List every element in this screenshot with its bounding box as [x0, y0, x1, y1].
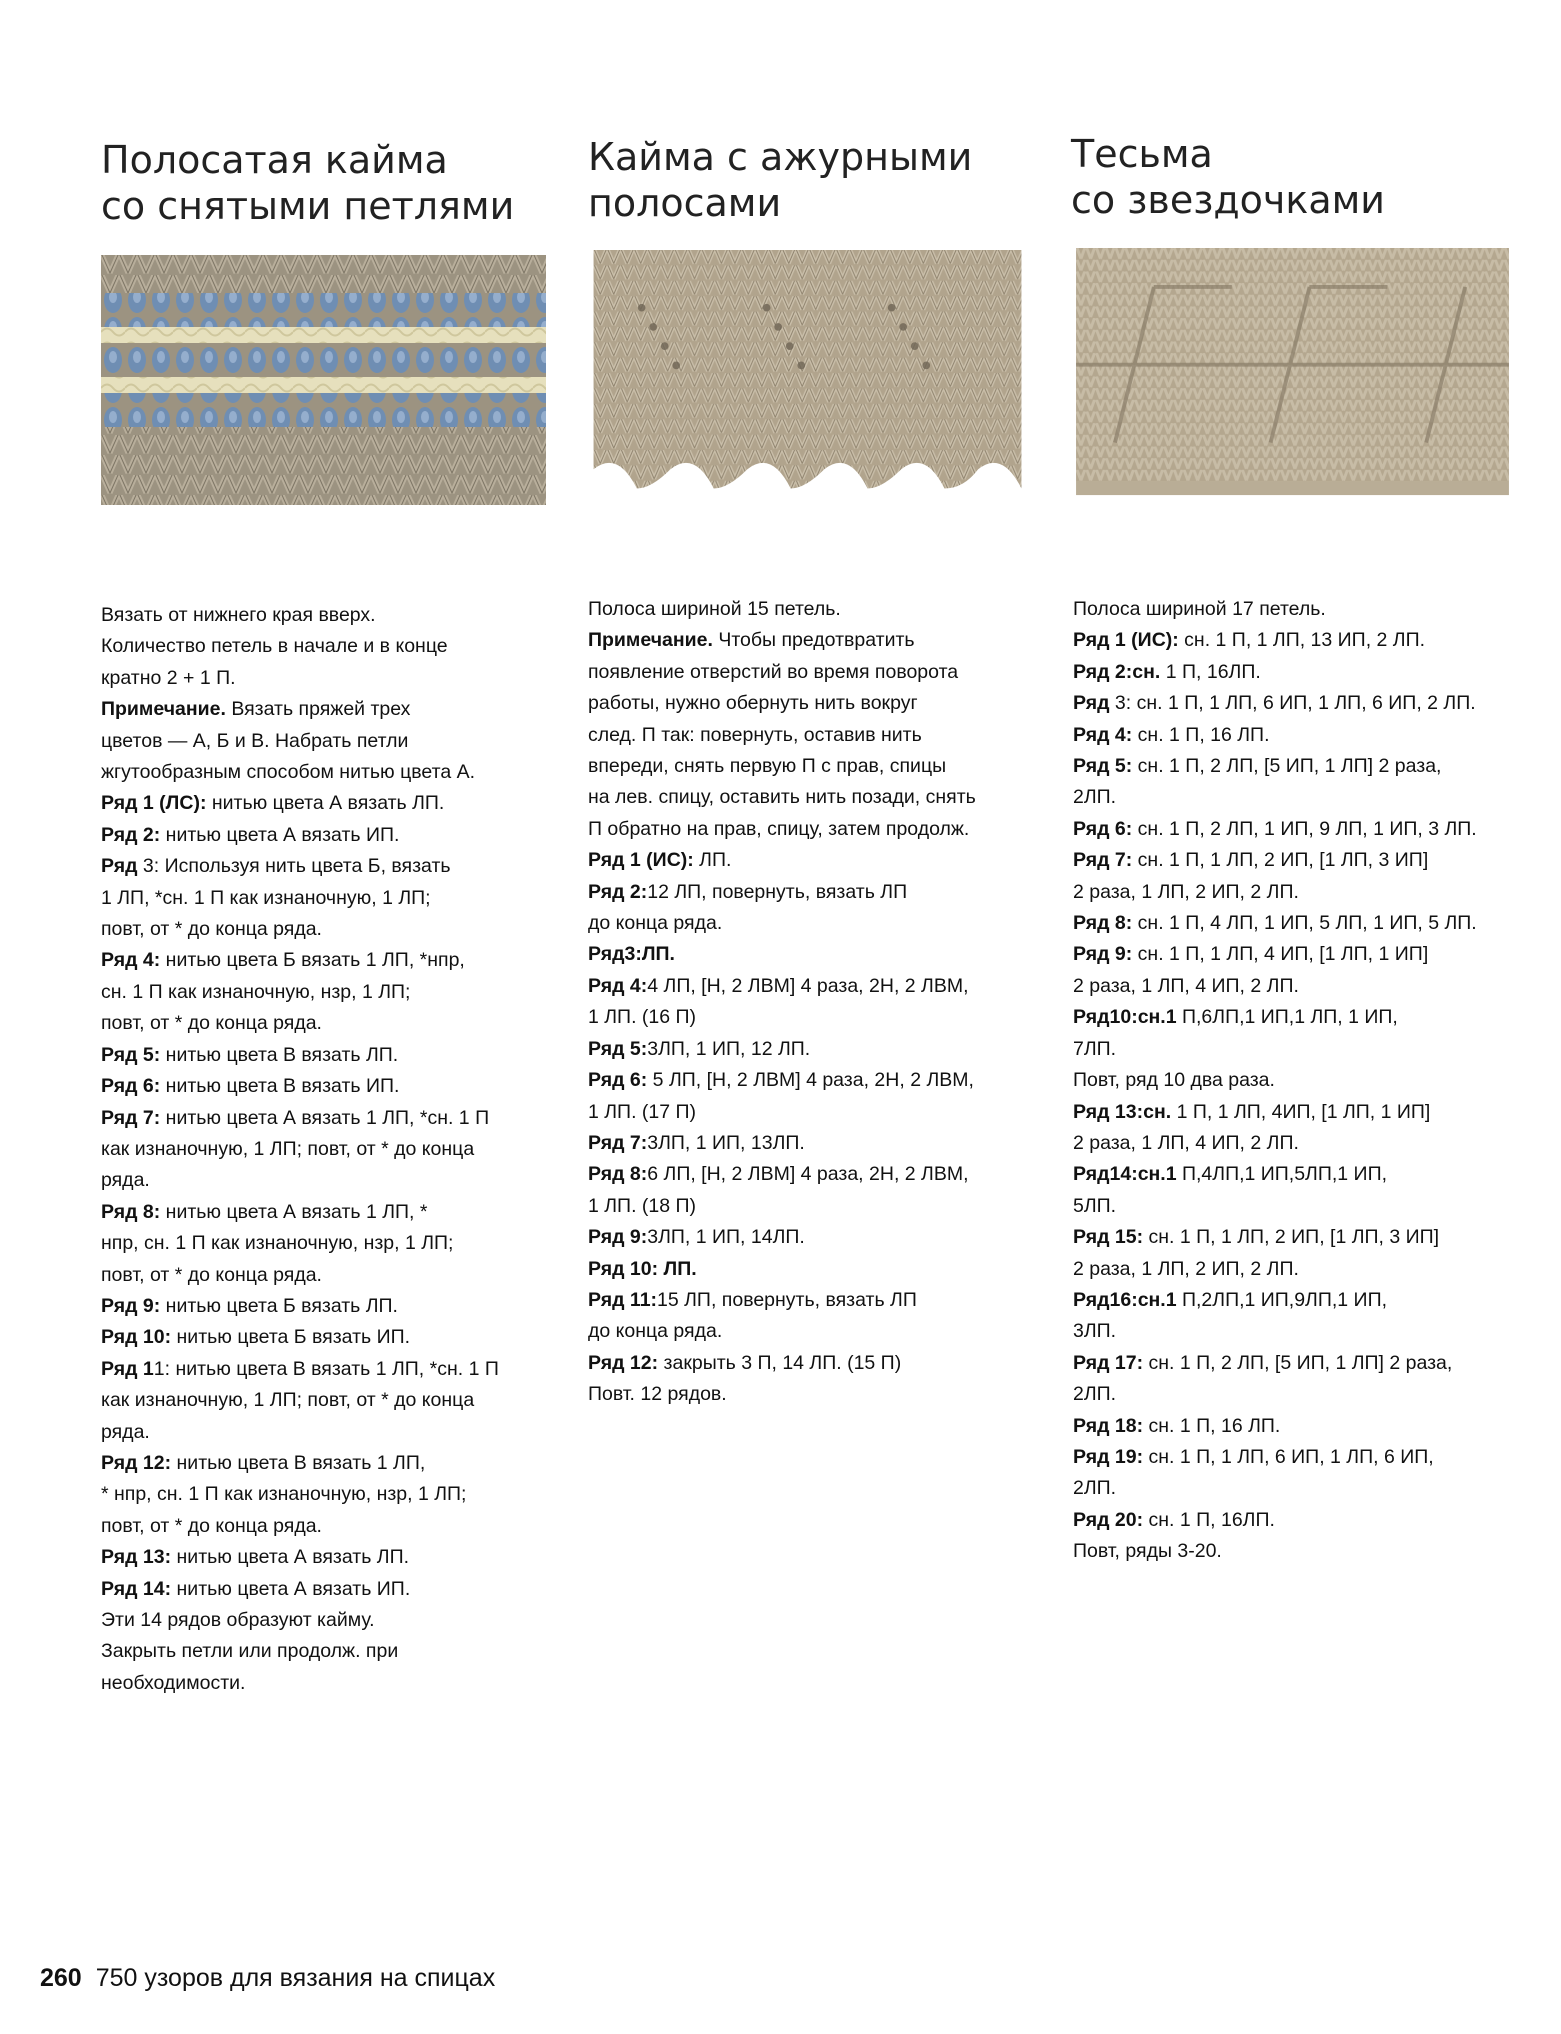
row-label: Ряд 5:	[101, 1043, 161, 1066]
instruction-text: П обратно на прав, спицу, затем продолж.	[588, 817, 970, 840]
instruction-text: необходимости.	[101, 1671, 246, 1694]
instruction-line	[1073, 1222, 1553, 1253]
instruction-line	[588, 939, 1048, 970]
row-label: Ряд 19:	[1073, 1445, 1144, 1468]
title-line: Полосатая кайма	[101, 138, 448, 182]
instruction-text: сн. 1 П, 1 ЛП, 6 ИП, 1 ЛП, 6 ИП,	[1143, 1445, 1434, 1468]
instruction-text: кратно 2 + 1 П.	[101, 666, 236, 689]
instruction-line	[101, 663, 561, 694]
instruction-line	[1073, 1065, 1553, 1096]
instruction-text: 1 ЛП. (16 П)	[588, 1006, 697, 1029]
instruction-line	[1073, 939, 1553, 970]
instruction-text: повт, от * до конца ряда.	[101, 918, 322, 941]
instruction-text: 5 ЛП, [Н, 2 ЛВМ] 4 раза, 2Н, 2 ЛВМ,	[647, 1069, 974, 1092]
instruction-line	[101, 631, 561, 662]
row-label: Ряд 8:	[588, 1163, 648, 1186]
instruction-text: впереди, снять первую П с прав, спицы	[588, 755, 947, 778]
pattern-title-1	[101, 137, 514, 229]
instruction-line	[1073, 1285, 1553, 1316]
instruction-line	[588, 1379, 1048, 1410]
instruction-text: на лев. спицу, оставить нить позади, снять	[588, 786, 976, 809]
instruction-line	[1073, 1128, 1553, 1159]
instruction-line	[101, 1479, 561, 1510]
instruction-text: нитью цвета А вязать ИП.	[160, 823, 400, 846]
instruction-line	[1073, 1316, 1553, 1347]
instruction-text: нитью цвета Б вязать ЛП.	[160, 1294, 398, 1317]
instruction-text: нитью цвета А вязать ИП.	[171, 1577, 411, 1600]
instruction-text: нитью цвета А вязать ЛП.	[171, 1546, 410, 1569]
instruction-text: 3ЛП, 1 ИП, 12 ЛП.	[647, 1037, 811, 1060]
instruction-text: 2 раза, 1 ЛП, 2 ИП, 2 ЛП.	[1073, 1257, 1299, 1280]
title-line: полосами	[588, 181, 782, 225]
instruction-text: 15 ЛП, повернуть, вязать ЛП	[657, 1288, 917, 1311]
row-label: Ряд 6:	[101, 1075, 161, 1098]
instruction-line	[588, 1065, 1048, 1096]
instruction-line	[588, 1254, 1048, 1285]
instruction-line	[101, 1605, 561, 1636]
row-label: Ряд 1 (ИС):	[588, 849, 694, 872]
instruction-line	[1073, 845, 1553, 876]
instruction-line	[588, 1191, 1048, 1222]
title-line: со звездочками	[1071, 178, 1385, 222]
instruction-text: 1 ЛП. (17 П)	[588, 1100, 697, 1123]
instruction-text: до конца ряда.	[588, 1320, 723, 1343]
instruction-line	[1073, 1379, 1553, 1410]
row-label: Ряд 18:	[1073, 1414, 1144, 1437]
instruction-lines	[588, 594, 1048, 1411]
instruction-text: 2 раза, 1 ЛП, 4 ИП, 2 ЛП.	[1073, 1131, 1299, 1154]
instruction-line	[101, 1322, 561, 1353]
row-label: Ряд16:сн.1	[1073, 1288, 1177, 1311]
instruction-line	[588, 1128, 1048, 1159]
instruction-line	[1073, 751, 1553, 782]
row-label: Ряд	[101, 855, 138, 878]
instruction-line	[1073, 1034, 1553, 1065]
row-label: Ряд 7:	[588, 1131, 648, 1154]
instruction-line	[101, 1448, 561, 1479]
instruction-line	[588, 751, 1048, 782]
instruction-text: Повт, ряд 10 два раза.	[1073, 1069, 1275, 1092]
instruction-line	[1073, 908, 1553, 939]
instruction-line	[1073, 814, 1553, 845]
instruction-line	[588, 1002, 1048, 1033]
instruction-text: 3: Используя нить цвета Б, вязать	[137, 855, 451, 878]
row-label: Ряд 7:	[1073, 849, 1133, 872]
instruction-text: сн. 1 П, 2 ЛП, [5 ИП, 1 ЛП] 2 раза,	[1143, 1351, 1453, 1374]
instruction-line	[101, 1354, 561, 1385]
row-label: Ряд 10:	[101, 1326, 172, 1349]
instruction-text: нитью цвета Б вязать 1 ЛП, *нпр,	[160, 949, 465, 972]
row-label: Ряд 9:	[1073, 943, 1133, 966]
instruction-line	[1073, 1473, 1553, 1504]
row-label: Ряд3:ЛП.	[588, 943, 675, 966]
instruction-line	[1073, 720, 1553, 751]
row-label: Ряд 5:	[1073, 755, 1133, 778]
instruction-text: ЛП.	[693, 849, 732, 872]
instruction-line	[101, 1574, 561, 1605]
instruction-text: повт, от * до конца ряда.	[101, 1263, 322, 1286]
instruction-line	[101, 726, 561, 757]
instruction-line	[101, 1134, 561, 1165]
row-label: Ряд 10: ЛП.	[588, 1257, 697, 1280]
instruction-text: повт, от * до конца ряда.	[101, 1514, 322, 1537]
instruction-line	[588, 845, 1048, 876]
title-line: Кайма с ажурными	[588, 135, 973, 179]
instruction-line	[1073, 971, 1553, 1002]
lace-stripe-swatch	[585, 250, 1030, 500]
instruction-line	[101, 1636, 561, 1667]
row-label: Ряд 4:	[1073, 723, 1133, 746]
instruction-text: как изнаночную, 1 ЛП; повт, от * до конца	[101, 1389, 475, 1412]
instruction-line	[588, 782, 1048, 813]
row-label: Ряд10:сн.1	[1073, 1006, 1177, 1029]
instruction-text: как изнаночную, 1 ЛП; повт, от * до конца	[101, 1137, 475, 1160]
instruction-text: 5ЛП.	[1073, 1194, 1117, 1217]
page-footer	[40, 1964, 495, 1993]
instruction-line	[101, 977, 561, 1008]
instruction-line	[101, 1040, 561, 1071]
pattern-instructions-1	[101, 600, 561, 1699]
pattern-title-2	[588, 134, 972, 226]
instruction-text: 1 ЛП. (18 П)	[588, 1194, 697, 1217]
instruction-text: * нпр, сн. 1 П как изнаночную, нзр, 1 ЛП;	[101, 1483, 467, 1506]
pattern-instructions-2	[588, 594, 1048, 1411]
instruction-line	[588, 625, 1048, 656]
instruction-line	[588, 657, 1048, 688]
instruction-line	[588, 594, 1048, 625]
instruction-line	[588, 1316, 1048, 1347]
row-label: Ряд 12:	[588, 1351, 659, 1374]
instruction-line	[101, 914, 561, 945]
row-label: Ряд 17:	[1073, 1351, 1144, 1374]
instruction-text: 7ЛП.	[1073, 1037, 1117, 1060]
instruction-line	[1073, 1536, 1553, 1567]
instruction-line	[588, 1348, 1048, 1379]
instruction-text: Вязать от нижнего края вверх.	[101, 604, 376, 626]
instruction-line	[101, 1542, 561, 1573]
instruction-text: нитью цвета В вязать ИП.	[160, 1075, 400, 1098]
row-label: Ряд 2:сн.	[1073, 660, 1161, 683]
instruction-text: 3ЛП, 1 ИП, 14ЛП.	[647, 1226, 805, 1249]
instruction-line	[588, 908, 1048, 939]
instruction-line	[101, 1417, 561, 1448]
instruction-text: нитью цвета А вязать 1 ЛП, *сн. 1 П	[160, 1106, 490, 1129]
instruction-text: нитью цвета В вязать ЛП.	[160, 1043, 399, 1066]
instruction-line	[101, 1165, 561, 1196]
row-label: Ряд 14:	[101, 1577, 172, 1600]
instruction-text: Повт, ряды 3-20.	[1073, 1540, 1222, 1563]
instruction-text: нитью цвета Б вязать ИП.	[171, 1326, 411, 1349]
instruction-text: жгутообразным способом нитью цвета А.	[101, 761, 476, 784]
instruction-text: 2 раза, 1 ЛП, 2 ИП, 2 ЛП.	[1073, 880, 1299, 903]
instruction-text: П,6ЛП,1 ИП,1 ЛП, 1 ИП,	[1176, 1006, 1398, 1029]
row-label: Ряд 7:	[101, 1106, 161, 1129]
instruction-text: 4 ЛП, [Н, 2 ЛВМ] 4 раза, 2Н, 2 ЛВМ,	[647, 974, 969, 997]
instruction-line	[588, 688, 1048, 719]
instruction-line	[101, 851, 561, 882]
instruction-text: Полоса шириной 15 петель.	[588, 598, 841, 620]
instruction-line	[101, 820, 561, 851]
instruction-text: Эти 14 рядов образуют кайму.	[101, 1609, 375, 1631]
row-label: Ряд 1 (ИС):	[1073, 629, 1179, 652]
instruction-text: нитью цвета А вязать ЛП.	[206, 792, 445, 815]
instruction-text: 2ЛП.	[1073, 1477, 1117, 1500]
instruction-line	[101, 1668, 561, 1699]
instruction-text: сн. 1 П как изнаночную, нзр, 1 ЛП;	[101, 980, 411, 1003]
instruction-text: Чтобы предотвратить	[712, 629, 915, 652]
instruction-text: цветов — А, Б и В. Набрать петли	[101, 729, 409, 752]
instruction-text: след. П так: повернуть, оставив нить	[588, 723, 922, 746]
instruction-text: Вязать пряжей трех	[225, 698, 411, 721]
instruction-line	[1073, 782, 1553, 813]
instruction-line	[1073, 1505, 1553, 1536]
instruction-text: Полоса шириной 17 петель.	[1073, 598, 1326, 620]
instruction-line	[101, 694, 561, 725]
instruction-line	[101, 1103, 561, 1134]
instruction-text: сн. 1 П, 16 ЛП.	[1132, 723, 1270, 746]
instruction-line	[1073, 1254, 1553, 1285]
instruction-line	[1073, 625, 1553, 656]
instruction-text: сн. 1 П, 1 ЛП, 2 ИП, [1 ЛП, 3 ИП]	[1132, 849, 1429, 872]
instruction-line	[101, 1385, 561, 1416]
instruction-line	[1073, 877, 1553, 908]
instruction-text: 3ЛП.	[1073, 1320, 1117, 1343]
instruction-text: 3: сн. 1 П, 1 ЛП, 6 ИП, 1 ЛП, 6 ИП, 2 ЛП.	[1109, 692, 1476, 715]
row-label: Ряд 8:	[1073, 912, 1133, 935]
instruction-line	[1073, 1159, 1553, 1190]
instruction-line	[588, 1159, 1048, 1190]
instruction-lines	[101, 600, 561, 1699]
instruction-text: 1 П, 16ЛП.	[1160, 660, 1261, 683]
instruction-text: сн. 1 П, 4 ЛП, 1 ИП, 5 ЛП, 1 ИП, 5 ЛП.	[1132, 912, 1477, 935]
row-label: Ряд 15:	[1073, 1226, 1144, 1249]
instruction-line	[101, 788, 561, 819]
instruction-text: нпр, сн. 1 П как изнаночную, нзр, 1 ЛП;	[101, 1232, 454, 1255]
title-line: со снятыми петлями	[101, 184, 515, 228]
instruction-line	[101, 945, 561, 976]
instruction-lines	[1073, 594, 1553, 1568]
instruction-line	[101, 1511, 561, 1542]
instruction-text: 6 ЛП, [Н, 2 ЛВМ] 4 раза, 2Н, 2 ЛВМ,	[647, 1163, 969, 1186]
row-label: Ряд 13:	[101, 1546, 172, 1569]
instruction-text: повт, от * до конца ряда.	[101, 1012, 322, 1035]
instruction-line	[1073, 1097, 1553, 1128]
row-label: Ряд 1	[101, 1357, 154, 1380]
row-label: Ряд 9:	[588, 1226, 648, 1249]
instruction-text: нитью цвета В вязать 1 ЛП,	[171, 1451, 426, 1474]
instruction-text: сн. 1 П, 16ЛП.	[1143, 1508, 1275, 1531]
instruction-text: 2ЛП.	[1073, 1383, 1117, 1406]
row-label: Ряд	[1073, 692, 1110, 715]
instruction-line	[588, 1097, 1048, 1128]
instruction-text: 3ЛП, 1 ИП, 13ЛП.	[647, 1131, 805, 1154]
instruction-text: 2 раза, 1 ЛП, 4 ИП, 2 ЛП.	[1073, 974, 1299, 997]
instruction-text: сн. 1 П, 1 ЛП, 4 ИП, [1 ЛП, 1 ИП]	[1132, 943, 1429, 966]
striped-slipped-stitch-swatch	[101, 255, 546, 505]
instruction-text: 1: нитью цвета В вязать 1 ЛП, *сн. 1 П	[153, 1357, 499, 1380]
row-label: Ряд 5:	[588, 1037, 648, 1060]
pattern-title-3	[1071, 131, 1385, 223]
instruction-text: сн. 1 П, 16 ЛП.	[1143, 1414, 1281, 1437]
row-label: Ряд 2:	[101, 823, 161, 846]
instruction-text: закрыть 3 П, 14 ЛП. (15 П)	[658, 1351, 902, 1374]
instruction-text: сн. 1 П, 2 ЛП, [5 ИП, 1 ЛП] 2 раза,	[1132, 755, 1442, 778]
instruction-line	[588, 971, 1048, 1002]
instruction-line	[101, 600, 561, 631]
instruction-text: П,4ЛП,1 ИП,5ЛП,1 ИП,	[1176, 1163, 1388, 1186]
instruction-text: сн. 1 П, 1 ЛП, 2 ИП, [1 ЛП, 3 ИП]	[1143, 1226, 1440, 1249]
instruction-line	[1073, 594, 1553, 625]
instruction-text: появление отверстий во время поворота	[588, 660, 959, 683]
row-label: Примечание.	[588, 629, 713, 652]
instruction-line	[1073, 1411, 1553, 1442]
instruction-line	[101, 1291, 561, 1322]
instruction-line	[1073, 657, 1553, 688]
instruction-line	[1073, 1191, 1553, 1222]
instruction-line	[588, 1285, 1048, 1316]
instruction-text: 1 П, 1 ЛП, 4ИП, [1 ЛП, 1 ИП]	[1171, 1100, 1431, 1123]
instruction-line	[101, 757, 561, 788]
instruction-line	[1073, 1348, 1553, 1379]
instruction-text: до конца ряда.	[588, 912, 723, 935]
row-label: Ряд 8:	[101, 1200, 161, 1223]
instruction-line	[101, 883, 561, 914]
row-label: Ряд14:сн.1	[1073, 1163, 1177, 1186]
instruction-line	[588, 877, 1048, 908]
instruction-text: ряда.	[101, 1420, 150, 1443]
instruction-line	[1073, 1442, 1553, 1473]
instruction-text: 1 ЛП, *сн. 1 П как изнаночную, 1 ЛП;	[101, 886, 431, 909]
instruction-line	[588, 720, 1048, 751]
instruction-text: Закрыть петли или продолж. при	[101, 1640, 399, 1663]
book-title: 750 узоров для вязания на спицах	[95, 1964, 496, 1992]
instruction-line	[101, 1260, 561, 1291]
row-label: Ряд 2:	[588, 880, 648, 903]
instruction-text: Повт. 12 рядов.	[588, 1383, 727, 1406]
instruction-line	[101, 1197, 561, 1228]
instruction-text: сн. 1 П, 1 ЛП, 13 ИП, 2 ЛП.	[1178, 629, 1426, 652]
instruction-text: 12 ЛП, повернуть, вязать ЛП	[647, 880, 908, 903]
instruction-line	[101, 1228, 561, 1259]
row-label: Ряд 9:	[101, 1294, 161, 1317]
instruction-text: сн. 1 П, 2 ЛП, 1 ИП, 9 ЛП, 1 ИП, 3 ЛП.	[1132, 817, 1477, 840]
instruction-text: 2ЛП.	[1073, 786, 1117, 809]
instruction-text: Количество петель в начале и в конце	[101, 635, 448, 658]
star-braid-swatch	[1070, 248, 1515, 498]
instruction-text: ряда.	[101, 1169, 150, 1192]
row-label: Ряд 1 (ЛС):	[101, 792, 207, 815]
row-label: Ряд 6:	[588, 1069, 648, 1092]
pattern-instructions-3	[1073, 594, 1553, 1568]
instruction-text: работы, нужно обернуть нить вокруг	[588, 692, 918, 715]
row-label: Ряд 4:	[588, 974, 648, 997]
instruction-text: П,2ЛП,1 ИП,9ЛП,1 ИП,	[1176, 1288, 1388, 1311]
row-label: Ряд 6:	[1073, 817, 1133, 840]
instruction-line	[588, 1034, 1048, 1065]
instruction-line	[101, 1008, 561, 1039]
row-label: Ряд 12:	[101, 1451, 172, 1474]
row-label: Ряд 4:	[101, 949, 161, 972]
instruction-line	[588, 814, 1048, 845]
instruction-line	[588, 1222, 1048, 1253]
instruction-line	[1073, 688, 1553, 719]
row-label: Ряд 13:сн.	[1073, 1100, 1172, 1123]
row-label: Ряд 20:	[1073, 1508, 1144, 1531]
instruction-line	[101, 1071, 561, 1102]
row-label: Ряд 11:	[588, 1288, 658, 1311]
title-line: Тесьма	[1071, 132, 1213, 176]
page-number: 260	[40, 1964, 82, 1992]
row-label: Примечание.	[101, 698, 226, 721]
instruction-text: нитью цвета А вязать 1 ЛП, *	[160, 1200, 428, 1223]
instruction-line	[1073, 1002, 1553, 1033]
